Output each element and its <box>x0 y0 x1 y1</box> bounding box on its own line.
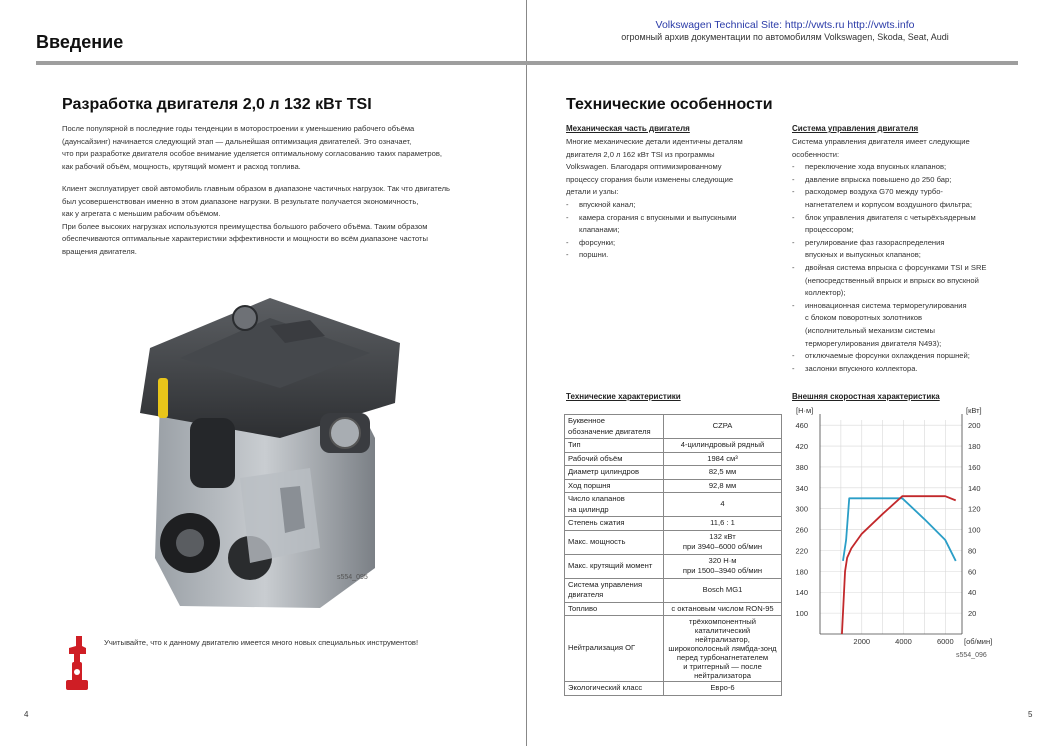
spec-label <box>565 493 664 517</box>
section-title: Введение <box>36 32 124 52</box>
list-item <box>792 350 1017 363</box>
list-item <box>792 363 1017 376</box>
spec-value <box>664 493 782 517</box>
spec-value <box>664 415 782 439</box>
torque-power-chart <box>786 404 1022 660</box>
list-item <box>792 300 1017 350</box>
text-line: процессу сгорания были изменены следующие <box>566 174 734 184</box>
table-row <box>565 452 782 466</box>
text-line: Рабочий объём <box>568 453 623 463</box>
text-line: - инновационная система терморегулирования <box>805 300 967 310</box>
list-item <box>566 212 781 237</box>
text-line: Клиент эксплуатирует свой автомобиль главным образом в диапазоне частичных нагрузок. Так что двигатель <box>62 184 451 193</box>
text-line: (непосредственный впрыск и впрыск во впускной <box>805 275 979 285</box>
table-row <box>565 530 782 554</box>
text-line: трёхкомпонентный <box>689 617 756 626</box>
y-left-tick-label: 260 <box>795 525 808 535</box>
spec-value <box>664 479 782 493</box>
spec-label <box>565 415 664 439</box>
engine-illustration <box>120 288 420 618</box>
spec-value <box>664 530 782 554</box>
text-line: - давление впрыска повышено до 250 бар; <box>805 174 952 184</box>
table-row <box>565 466 782 480</box>
spec-value <box>664 578 782 602</box>
x-axis-label: [об/мин] <box>964 637 993 646</box>
text-line: Тип <box>568 440 581 449</box>
list-item <box>792 212 1017 237</box>
text-line: CZPA <box>712 421 733 431</box>
table-row <box>565 439 782 453</box>
y-left-tick-label: 300 <box>795 504 808 514</box>
spec-label <box>565 578 664 602</box>
tools-note: Учитывайте, что к данному двигателю имеется много новых специальных инструментов! <box>104 638 419 647</box>
spec-value <box>664 452 782 466</box>
text-line: двигателя <box>568 590 604 599</box>
text-line: (даунсайзинг) начинается следующий этап — дальнейшая оптимизация двигателей. Это означает, <box>62 136 412 146</box>
text-line: особенности: <box>792 149 840 159</box>
text-line: - переключение хода впускных клапанов; <box>805 162 947 172</box>
specs-heading: Технические характеристики <box>566 392 681 401</box>
text-line: коллектор); <box>805 288 846 298</box>
table-row <box>565 616 782 682</box>
table-row <box>565 682 782 696</box>
spec-value <box>664 466 782 480</box>
text-line: что при разработке двигателя особое внимание уделяется оптимальному согласованию таких параметров, <box>62 149 442 159</box>
text-line: Евро-6 <box>710 683 735 692</box>
y-left-tick-label: 140 <box>795 588 808 598</box>
page-divider <box>526 0 527 746</box>
y-right-tick-label: 200 <box>968 421 981 431</box>
spec-label <box>565 517 664 531</box>
text-line: с блоком поворотных золотников <box>805 313 923 323</box>
y-right-axis-label: [кВт] <box>966 406 982 415</box>
y-left-tick-label: 420 <box>795 442 808 452</box>
spec-value <box>664 439 782 453</box>
spec-label <box>565 439 664 453</box>
x-tick-label: 4000 <box>895 637 912 646</box>
text-line: с октановым числом RON-95 <box>671 603 774 613</box>
y-left-tick-label: 180 <box>795 567 808 577</box>
text-line: клапанами; <box>579 225 620 235</box>
table-row <box>565 493 782 517</box>
text-line: впускных и выпускных клапанов; <box>805 250 921 260</box>
intro-paragraph-2 <box>62 183 502 259</box>
list-item <box>566 249 781 262</box>
spec-label <box>565 616 664 682</box>
y-right-tick-label: 60 <box>968 567 977 577</box>
text-line: - впускной канал; <box>579 199 636 209</box>
spec-label <box>565 479 664 493</box>
mechanical-section <box>566 136 781 262</box>
y-right-tick-label: 80 <box>968 546 977 556</box>
text-line: 1984 см³ <box>707 453 738 463</box>
table-row <box>565 517 782 531</box>
text-line: Топливо <box>568 603 598 613</box>
spec-value <box>664 682 782 696</box>
text-line: был усовершенствован именно в этом диапазоне нагрузки. В результате получается экономичность, <box>62 196 419 206</box>
y-right-tick-label: 40 <box>968 588 977 598</box>
x-tick-label: 6000 <box>936 637 954 646</box>
mechanical-heading: Механическая часть двигателя <box>566 124 690 133</box>
chart-code: s554_096 <box>956 652 987 659</box>
text-line: при 3940–6000 об/мин <box>682 542 763 551</box>
text-line: и триггерный — после <box>683 662 762 671</box>
text-line: Буквенное <box>568 416 605 425</box>
text-line: нейтрализатор, <box>695 635 750 644</box>
text-line: 132 кВт <box>709 531 736 541</box>
table-row <box>565 602 782 616</box>
text-line: 11,6 : 1 <box>710 518 735 527</box>
text-line: Система управления двигателя имеет следующие <box>792 137 970 146</box>
text-line: нейтрализатора <box>694 671 751 680</box>
figure-code: s554_095 <box>337 574 368 581</box>
text-line: Число клапанов <box>568 494 625 503</box>
text-line: После популярной в последние годы тенденции в моторостроении к уменьшению рабочего объёма <box>62 124 415 133</box>
text-line: Многие механические детали идентичны деталям <box>566 137 743 146</box>
text-line: Макс. крутящий момент <box>568 560 653 570</box>
spec-label <box>565 554 664 578</box>
text-line: Экологический класс <box>568 683 643 692</box>
header-rule <box>36 61 1018 65</box>
text-line: 82,5 мм <box>708 467 737 476</box>
text-line: - отключаемые форсунки охлаждения поршней; <box>805 351 970 361</box>
text-line: обозначение двигателя <box>568 426 651 436</box>
text-line: Диаметр цилиндров <box>568 467 639 476</box>
page-number-right: 5 <box>1028 710 1033 719</box>
spec-label <box>565 530 664 554</box>
text-line: перед турбонагнетателем <box>676 653 769 662</box>
text-line: Система управления <box>568 579 643 589</box>
y-right-tick-label: 180 <box>968 442 981 452</box>
y-left-tick-label: 380 <box>795 462 808 472</box>
list-item <box>792 262 1017 300</box>
y-right-tick-label: 100 <box>968 525 981 535</box>
text-line: как у агрегата с меньшим рабочим объёмом. <box>62 209 221 219</box>
x-tick-label: 2000 <box>853 637 871 646</box>
management-section <box>792 136 1017 375</box>
text-line: широкополосный лямбда-зонд <box>668 644 777 653</box>
text-line: - блок управления двигателя с четырёхъядерным <box>805 212 976 222</box>
text-line: - регулирование фаз газораспределения <box>805 237 945 247</box>
chart-heading: Внешняя скоростная характеристика <box>792 392 940 401</box>
list-item <box>792 161 1017 174</box>
text-line: при 1500–3940 об/мин <box>682 566 763 575</box>
text-line: Bosch MG1 <box>702 584 743 594</box>
y-left-tick-label: 100 <box>795 609 808 619</box>
text-line: - форсунки; <box>579 237 616 247</box>
list-item <box>792 174 1017 187</box>
spec-value <box>664 616 782 682</box>
table-row <box>565 554 782 578</box>
text-line: - расходомер воздуха G70 между турбо- <box>805 187 943 197</box>
spec-label <box>565 466 664 480</box>
list-item <box>792 237 1017 262</box>
text-line: - поршни. <box>579 250 609 260</box>
text-line: обеспечиваются оптимальные характеристики эффективности и мощности во всём диапазоне частоты <box>62 234 428 244</box>
text-line: каталитический <box>694 626 751 635</box>
list-item <box>566 199 781 212</box>
table-row <box>565 415 782 439</box>
text-line: как рабочий объём, мощность, крутящий момент и расход топлива. <box>62 161 301 171</box>
spec-label <box>565 602 664 616</box>
y-right-tick-label: 120 <box>968 504 981 514</box>
text-line: - двойная система впрыска с форсунками TSI и SRE <box>805 262 987 272</box>
spec-label <box>565 452 664 466</box>
text-line: двигателя 2,0 л 162 кВт TSI из программы <box>566 149 715 159</box>
text-line: 4-цилиндровый рядный <box>680 440 765 449</box>
text-line: (исполнительный механизм системы <box>805 325 935 335</box>
y-right-tick-label: 20 <box>968 609 977 619</box>
text-line: 4 <box>720 499 725 509</box>
text-line: терморегулирования двигателя N493); <box>805 338 942 348</box>
text-line: - камера сгорания с впускными и выпускными <box>579 212 737 222</box>
site-link-line[interactable]: Volkswagen Technical Site: http://vwts.ru http://vwts.info <box>655 19 915 31</box>
text-line: вращения двигателя. <box>62 246 137 256</box>
special-tools-icon <box>60 632 90 694</box>
y-left-axis-label: [Н·м] <box>796 406 814 415</box>
text-line: Нейтрализация ОГ <box>568 643 636 653</box>
text-line: При более высоких нагрузках используются преимущества большого рабочего объёма. Таким образом <box>62 221 428 231</box>
text-line: процессором; <box>805 225 854 235</box>
text-line: - заслонки впускного коллектора. <box>805 363 918 373</box>
y-left-tick-label: 460 <box>795 421 808 431</box>
left-page-title: Разработка двигателя 2,0 л 132 кВт TSI <box>62 96 372 113</box>
text-line: на цилиндр <box>568 504 609 514</box>
spec-value <box>664 554 782 578</box>
text-line: Степень сжатия <box>568 518 625 527</box>
intro-paragraph-1 <box>62 123 502 173</box>
specs-table <box>564 414 782 696</box>
text-line: 92,8 мм <box>708 480 737 490</box>
text-line: Макс. мощность <box>568 536 626 546</box>
spec-label <box>565 682 664 696</box>
text-line: 320 Н·м <box>708 555 737 565</box>
text-line: нагнетателем и корпусом воздушного фильтра; <box>805 199 973 209</box>
spec-value <box>664 602 782 616</box>
table-row <box>565 578 782 602</box>
spec-value <box>664 517 782 531</box>
text-line: детали и узлы: <box>566 187 619 197</box>
management-heading: Система управления двигателя <box>792 124 919 133</box>
y-right-tick-label: 160 <box>968 462 981 472</box>
y-left-tick-label: 340 <box>795 483 808 493</box>
page-number-left: 4 <box>24 710 29 719</box>
text-line: Volkswagen. Благодаря оптимизированному <box>566 162 722 172</box>
list-item <box>792 186 1017 211</box>
y-left-tick-label: 220 <box>795 546 808 556</box>
right-page-title: Технические особенности <box>566 96 773 113</box>
text-line: Ход поршня <box>568 480 611 490</box>
table-row <box>565 479 782 493</box>
y-right-tick-label: 140 <box>968 483 981 493</box>
list-item <box>566 237 781 250</box>
site-description: огромный архив документации по автомобилям Volkswagen, Skoda, Seat, Audi <box>621 32 949 42</box>
